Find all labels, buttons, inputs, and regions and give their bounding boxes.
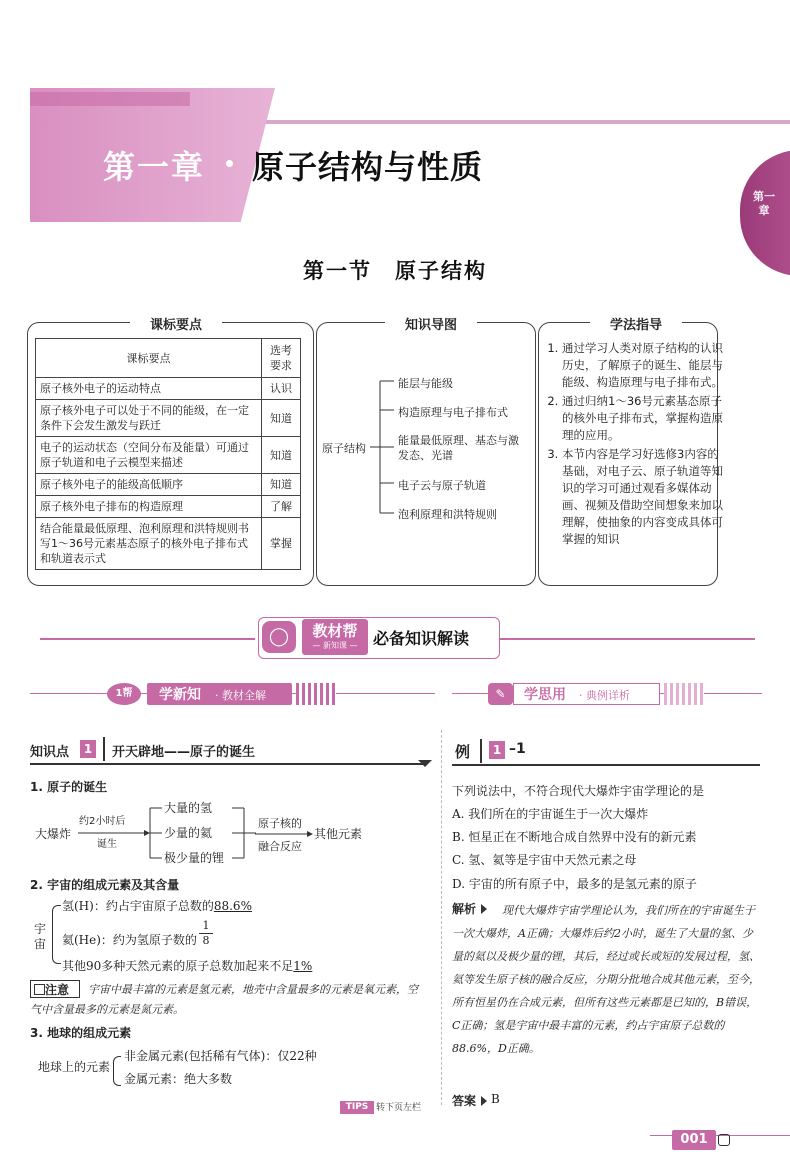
map-item: 泡利原理和洪特规则 bbox=[398, 508, 497, 521]
kp-arrow-icon bbox=[418, 760, 432, 767]
table-row bbox=[36, 400, 301, 437]
s3-item: 金属元素：绝大多数 bbox=[124, 1072, 233, 1086]
guide-item: 3. 本节内容是学习好选修3内容的基础，对电子云、原子轨道等知识的学习可通过观看多媒体动画、视频及借助空间想象来加以理解，使抽象的内容变成具体可掌握的知识 bbox=[562, 446, 724, 548]
option: C. 氢、氦等是宇宙中天然元素之母 bbox=[452, 853, 637, 867]
table-row bbox=[36, 437, 301, 474]
table-cell: 原子核外电子可以处于不同的能级，在一定条件下会发生激发与跃迁 bbox=[36, 400, 262, 437]
table-cell: 掌握 bbox=[262, 518, 301, 570]
option: A. 我们所在的宇宙诞生于一次大爆炸 bbox=[452, 807, 649, 821]
s2-hydrogen-text: 氢(H)：约占宇宙原子总数的 bbox=[62, 899, 214, 913]
s2-hydrogen-value: 88.6% bbox=[213, 899, 252, 913]
analysis-arrow-icon bbox=[481, 904, 487, 914]
table-header: 课标要点 bbox=[36, 339, 262, 378]
tab-stripes bbox=[296, 683, 336, 705]
banner-title: 必备知识解读 bbox=[373, 629, 470, 648]
kp-divider bbox=[103, 737, 105, 761]
option: D. 宇宙的所有原子中，最多的是氢元素的原子 bbox=[452, 877, 697, 891]
pencil-icon: ✎ bbox=[488, 683, 513, 705]
example-suffix: –1 bbox=[509, 741, 526, 757]
analysis-label: 解析 bbox=[452, 902, 477, 916]
curriculum-table-wrap bbox=[35, 338, 301, 570]
analysis-text: 现代大爆炸宇宙学理论认为，我们所在的宇宙诞生于一次大爆炸，A正确；大爆炸后约2小时，诞生了大量的氢、少量的氦以及极少量的锂，其后，经过或长或短的发展过程，氢、氦等发生原子核的融合反应，分期分批地合成其他元素，至今，所有恒星仍在合成元素，但所有这些元素都是已知的，B错误，C正确；氢是宇宙中最丰富的元素，约占宇宙原子总数的88.6%，D正确。 bbox=[452, 904, 760, 1055]
guide-item: 1. 通过学习人类对原子结构的认识历史，了解原子的诞生、能层与能级、构造原理与电子排布式。 bbox=[562, 340, 724, 391]
example-divider bbox=[480, 739, 482, 763]
right-tab-sub: · 典例详析 bbox=[579, 689, 630, 702]
s1-branch: 极少量的锂 bbox=[164, 851, 225, 865]
kp-label: 知识点 bbox=[30, 745, 70, 760]
chapter-dot bbox=[226, 160, 233, 167]
table-cell: 电子的运动状态（空间分布及能量）可通过原子轨道和电子云模型来描述 bbox=[36, 437, 262, 474]
answer: B bbox=[491, 1092, 500, 1106]
brand-sub: — 新知课 — bbox=[312, 641, 358, 650]
note-label: 注意 bbox=[45, 983, 70, 997]
right-tab-title: 学思用 bbox=[524, 687, 566, 703]
s2-frac-den: 8 bbox=[199, 933, 213, 948]
s1-reaction-top: 原子核的 bbox=[258, 817, 302, 830]
s2-brace-label: 宇宙 bbox=[34, 922, 47, 951]
table-cell: 原子核外电子的能级高低顺序 bbox=[36, 474, 262, 496]
page-number: 001 bbox=[672, 1130, 716, 1150]
tab-stripes-right bbox=[664, 683, 704, 705]
map-brace bbox=[370, 375, 400, 520]
table-header: 选考要求 bbox=[262, 339, 301, 378]
map-root: 原子结构 bbox=[322, 442, 366, 455]
table-cell: 知道 bbox=[262, 474, 301, 496]
s1-start: 大爆炸 bbox=[35, 827, 72, 841]
s2-brace bbox=[52, 905, 61, 964]
example-rule bbox=[452, 764, 760, 766]
answer-arrow-icon bbox=[481, 1096, 487, 1106]
s1-title: 1. 原子的诞生 bbox=[30, 780, 108, 794]
tab-badge: 1帮 bbox=[107, 683, 141, 705]
brand-label: 教材帮 bbox=[312, 622, 358, 640]
side-tab-label: 第一章 bbox=[753, 190, 775, 217]
s1-arrow-top: 约2小时后 bbox=[79, 816, 126, 827]
s2-fraction bbox=[199, 919, 213, 948]
section-title: 第一节 原子结构 bbox=[303, 259, 487, 283]
study-guide-label: 学法指导 bbox=[590, 314, 682, 333]
s1-reaction-arrow bbox=[255, 830, 317, 838]
note-text: 宇宙中最丰富的元素是氢元素，地壳中含量最多的元素是氧元素，空气中含量最多的元素是氮元素。 bbox=[30, 983, 418, 1016]
table-cell: 了解 bbox=[262, 496, 301, 518]
question: 下列说法中，不符合现代大爆炸宇宙学理论的是 bbox=[452, 784, 705, 798]
column-divider bbox=[441, 730, 442, 1105]
header-rule bbox=[250, 120, 790, 124]
s2-hydrogen bbox=[62, 895, 252, 917]
map-item: 能层与能级 bbox=[398, 377, 453, 390]
s3-brace bbox=[113, 1056, 121, 1086]
s1-result: 其他元素 bbox=[314, 827, 363, 841]
left-tab-title: 学新知 bbox=[159, 687, 201, 703]
example-label: 例 bbox=[455, 743, 471, 761]
s2-helium: 氦(He)：约为氢原子数的 bbox=[62, 933, 197, 947]
s1-reaction-bottom: 融合反应 bbox=[258, 840, 302, 853]
table-cell: 知道 bbox=[262, 400, 301, 437]
kp-number: 1 bbox=[80, 740, 96, 758]
s2-other-text: 其他90多种天然元素的原子总数加起来不足 bbox=[62, 959, 294, 973]
s2-other-value: 1% bbox=[293, 959, 313, 973]
lightbulb-icon: ◯ bbox=[262, 621, 296, 653]
curriculum-table bbox=[35, 338, 301, 570]
table-cell: 结合能量最低原理、泡利原理和洪特规则书写1～36号元素基态原子的核外电子排布式和轨道表示式 bbox=[36, 518, 262, 570]
table-row bbox=[36, 496, 301, 518]
map-item: 构造原理与电子排布式 bbox=[398, 406, 508, 419]
banner-line-right bbox=[500, 638, 755, 640]
map-item: 电子云与原子轨道 bbox=[398, 479, 486, 492]
table-cell: 认识 bbox=[262, 378, 301, 400]
s1-arrow-bottom: 诞生 bbox=[97, 839, 117, 850]
chapter-title: 原子结构与性质 bbox=[252, 148, 484, 186]
s2-other bbox=[62, 955, 312, 977]
s1-branch: 少量的氦 bbox=[164, 826, 213, 840]
s3-label: 地球上的元素 bbox=[38, 1060, 111, 1074]
plug-icon bbox=[718, 1134, 730, 1146]
table-row bbox=[36, 518, 301, 570]
table-cell: 原子核外电子排布的构造原理 bbox=[36, 496, 262, 518]
left-tab-sub: · 教材全解 bbox=[215, 689, 266, 702]
table-row bbox=[36, 378, 301, 400]
s3-title: 3. 地球的组成元素 bbox=[30, 1026, 132, 1040]
banner-line-left bbox=[40, 638, 255, 640]
option: B. 恒星正在不断地合成自然界中没有的新元素 bbox=[452, 830, 697, 844]
curriculum-label: 课标要点 bbox=[130, 314, 222, 333]
kp-title: 开天辟地——原子的诞生 bbox=[112, 745, 256, 760]
example-number: 1 bbox=[489, 741, 505, 759]
s2-title: 2. 宇宙的组成元素及其含量 bbox=[30, 878, 180, 892]
knowledge-map-label: 知识导图 bbox=[385, 314, 477, 333]
study-guide-list bbox=[546, 340, 724, 550]
table-cell: 知道 bbox=[262, 437, 301, 474]
guide-item: 2. 通过归纳1～36号元素基态原子的核外电子排布式，掌握构造原理的应用。 bbox=[562, 393, 724, 444]
map-item: 能量最低原理、基态与激发态、光谱 bbox=[398, 434, 519, 462]
s2-frac-num: 1 bbox=[202, 919, 210, 932]
chapter-number: 第一章 bbox=[103, 148, 206, 186]
s1-branch: 大量的氢 bbox=[164, 801, 213, 815]
chapter-strip bbox=[30, 92, 190, 106]
s1-arrows bbox=[78, 800, 178, 862]
answer-label: 答案 bbox=[452, 1094, 477, 1108]
tips-badge: TIPS bbox=[340, 1101, 374, 1114]
table-row bbox=[36, 474, 301, 496]
table-header-row bbox=[36, 339, 301, 378]
tips-text: 转下页左栏 bbox=[376, 1103, 422, 1113]
kp-rule bbox=[30, 763, 425, 765]
s3-item: 非金属元素(包括稀有气体)：仅22种 bbox=[124, 1049, 317, 1063]
table-cell: 原子核外电子的运动特点 bbox=[36, 378, 262, 400]
